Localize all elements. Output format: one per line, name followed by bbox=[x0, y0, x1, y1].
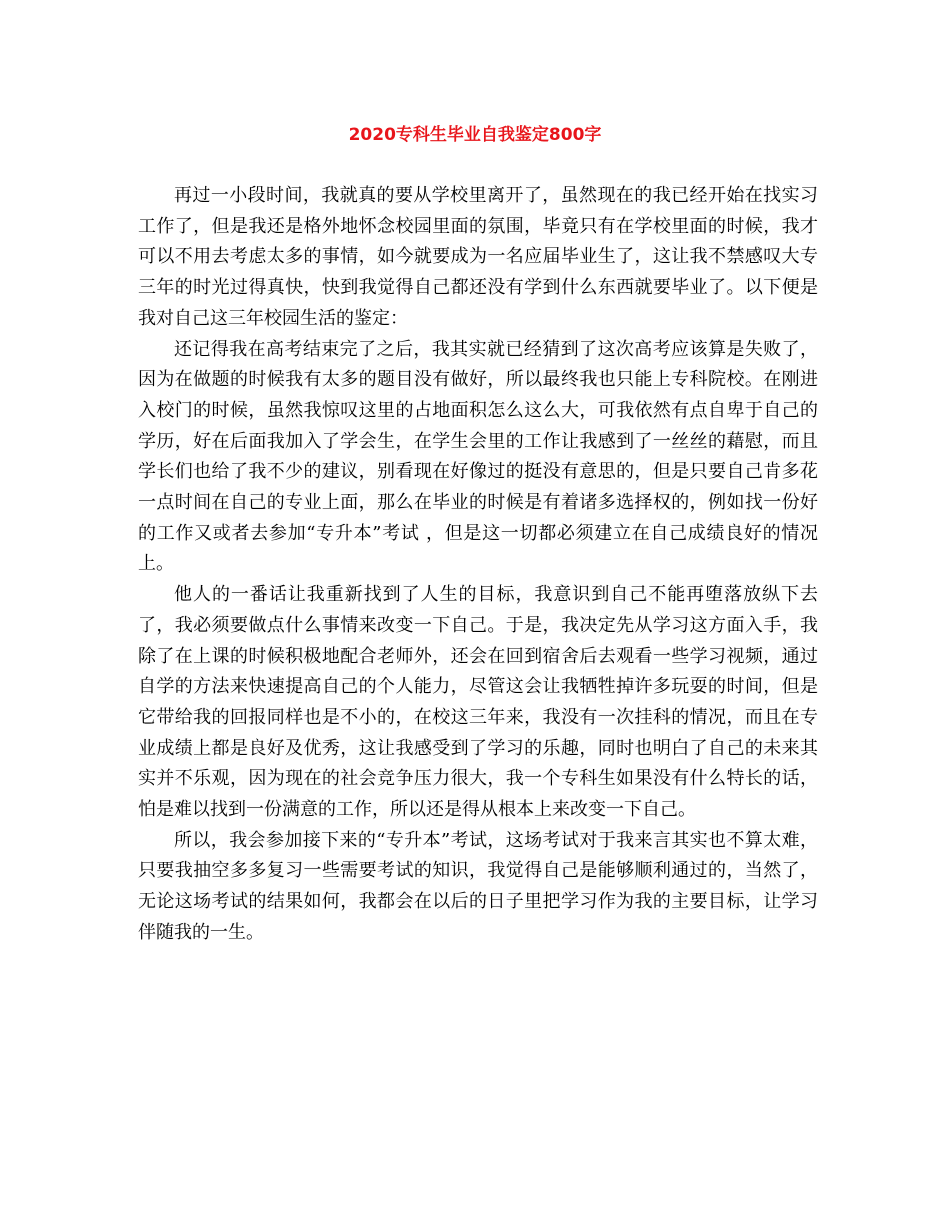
document-body bbox=[138, 181, 818, 949]
paragraph-1: 再过一小段时间，我就真的要从学校里离开了，虽然现在的我已经开始在找实习工作了，但是我还是格外地怀念校园里面的氛围，毕竟只有在学校里面的时候，我才可以不用去考虑太多的事情，如今就要成为一名应届毕业生了，这让我不禁感叹大专三年的时光过得真快，快到我觉得自己都还没有学到什么东西就要毕业了。以下便是我对自己这三年校园生活的鉴定： bbox=[138, 185, 818, 329]
paragraph-3: 他人的一番话让我重新找到了人生的目标，我意识到自己不能再堕落放纵下去了，我必须要做点什么事情来改变一下自己。于是，我决定先从学习这方面入手，我除了在上课的时候积极地配合老师外，还会在回到宿舍后去观看一些学习视频，通过自学的方法来快速提高自己的个人能力，尽管这会让我牺牲掉许多玩耍的时间，但是它带给我的回报同样也是不小的，在校这三年来，我没有一次挂科的情况，而且在专业成绩上都是良好及优秀，这让我感受到了学习的乐趣，同时也明白了自己的未来其实并不乐观，因为现在的社会竞争压力很大，我一个专科生如果没有什么特长的话，怕是难以找到一份满意的工作，所以还是得从根本上来改变一下自己。 bbox=[138, 584, 818, 821]
paragraph-4: 所以，我会参加接下来的“专升本”考试，这场考试对于我来言其实也不算太难，只要我抽空多多复习一些需要考试的知识，我觉得自己是能够顺利通过的，当然了，无论这场考试的结果如何，我都会在以后的日子里把学习作为我的主要目标，让学习伴随我的一生。 bbox=[138, 829, 818, 943]
document-title: 2020专科生毕业自我鉴定800字 bbox=[348, 125, 602, 145]
paragraph-2: 还记得我在高考结束完了之后，我其实就已经猜到了这次高考应该算是失败了，因为在做题的时候我有太多的题目没有做好，所以最终我也只能上专科院校。在刚进入校门的时候，虽然我惊叹这里的占地面积怎么这么大，可我依然有点自卑于自己的学历，好在后面我加入了学会生，在学生会里的工作让我感到了一丝丝的藉慰，而且学长们也给了我不少的建议，别看现在好像过的挺没有意思的，但是只要自己肯多花一点时间在自己的专业上面，那么在毕业的时候是有着诸多选择权的，例如找一份好的工作又或者去参加“专升本”考试 ，但是这一切都必须建立在自己成绩良好的情况上。 bbox=[138, 338, 818, 575]
